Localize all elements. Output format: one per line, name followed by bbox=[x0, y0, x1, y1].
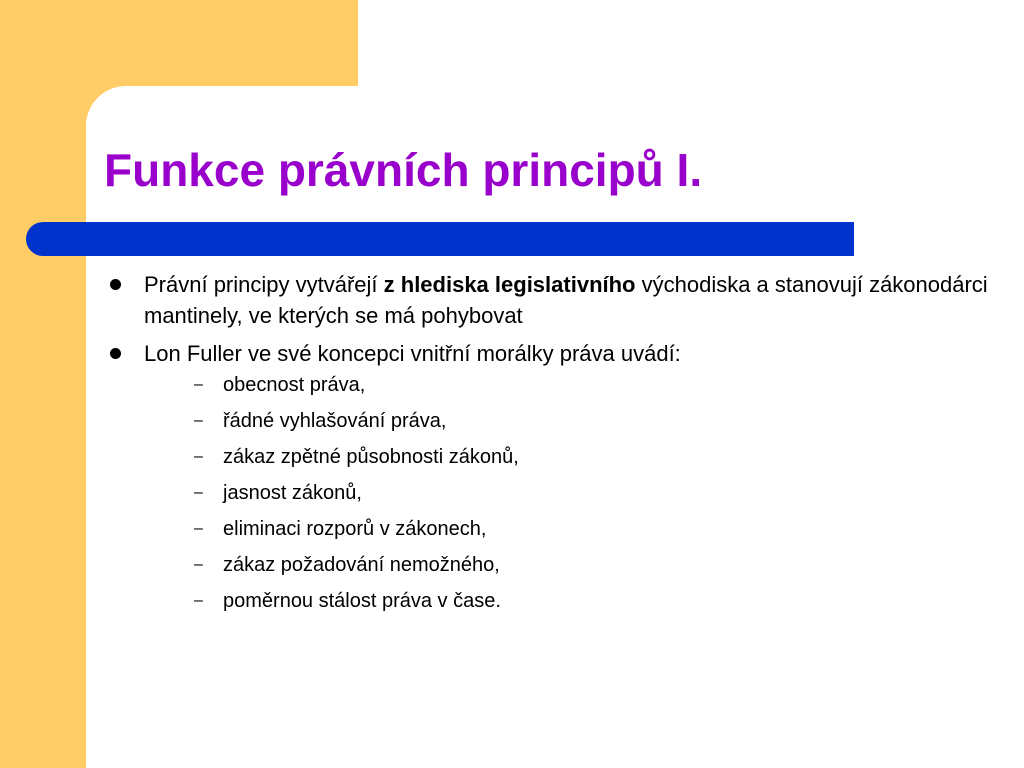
sub-item-no-impossible bbox=[144, 547, 988, 583]
sub-item-generality bbox=[144, 367, 988, 403]
sub-item-text: řádné vyhlašování práva, bbox=[223, 410, 447, 432]
decor-left-strip bbox=[0, 0, 86, 768]
bullet-text-after: východiska a stanovují zákonodárci mantinely, ve kterých se má pohybovat bbox=[144, 272, 988, 328]
dash-bullet-icon: – bbox=[194, 592, 203, 609]
bullet-item-fuller bbox=[108, 338, 988, 619]
dash-bullet-icon: – bbox=[194, 376, 203, 393]
sub-item-text: jasnost zákonů, bbox=[223, 482, 362, 504]
bullet-item-legislative bbox=[108, 269, 988, 331]
sub-item-promulgation bbox=[144, 403, 988, 439]
dash-bullet-icon: – bbox=[194, 448, 203, 465]
sub-item-text: zákaz požadování nemožného, bbox=[223, 554, 500, 576]
sub-item-non-retroactivity bbox=[144, 439, 988, 475]
sub-item-no-contradictions bbox=[144, 511, 988, 547]
bullet-text: Lon Fuller ve své koncepci vnitřní morálky práva uvádí: bbox=[144, 341, 681, 366]
sub-item-text: obecnost práva, bbox=[223, 374, 366, 396]
sub-bullet-list bbox=[144, 367, 988, 619]
dash-bullet-icon: – bbox=[194, 412, 203, 429]
bullet-list bbox=[108, 269, 988, 626]
slide-title: Funkce právních principů I. bbox=[104, 144, 703, 196]
sub-item-constancy bbox=[144, 583, 988, 619]
sub-item-text: poměrnou stálost práva v čase. bbox=[223, 590, 501, 612]
bullet-dot-icon bbox=[110, 348, 121, 359]
bullet-dot-icon bbox=[110, 279, 121, 290]
dash-bullet-icon: – bbox=[194, 556, 203, 573]
bullet-text-bold: z hlediska legislativního bbox=[383, 272, 636, 297]
title-underline-bar bbox=[26, 222, 854, 256]
bullet-text-before: Právní principy vytvářejí bbox=[144, 272, 384, 297]
sub-item-text: zákaz zpětné působnosti zákonů, bbox=[223, 446, 519, 468]
dash-bullet-icon: – bbox=[194, 520, 203, 537]
dash-bullet-icon: – bbox=[194, 484, 203, 501]
sub-item-clarity bbox=[144, 475, 988, 511]
sub-item-text: eliminaci rozporů v zákonech, bbox=[223, 518, 487, 540]
